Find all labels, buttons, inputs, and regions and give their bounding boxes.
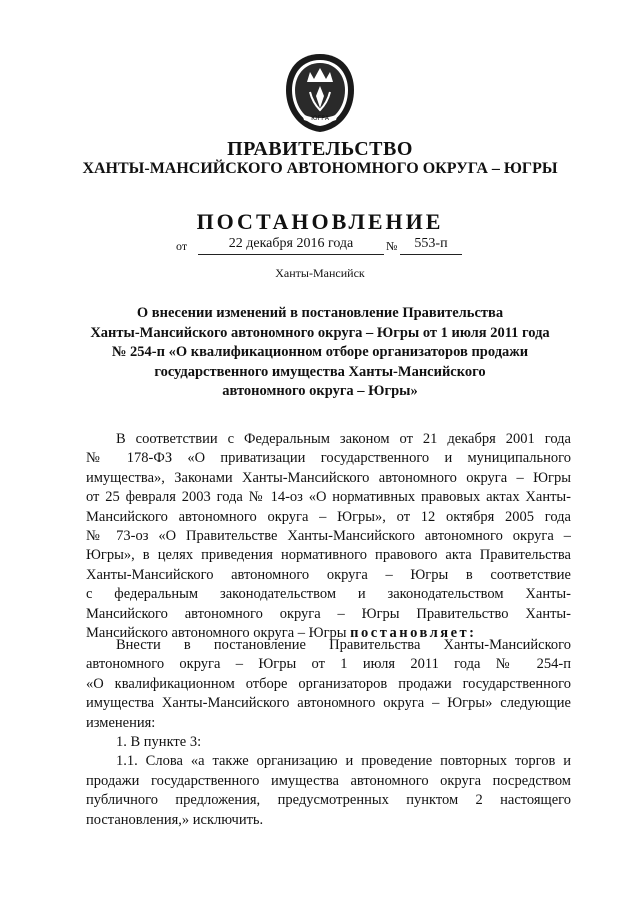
heading-line: № 254-п «О квалификационном отборе организаторов продажи [111,344,529,360]
paragraph-line: от 25 февраля 2003 года № 14-оз «О нормативных правовых актах Ханты- [86,489,571,506]
heading-line: Ханты-Мансийского автономного округа – Югры от 1 июля 2011 года [90,324,550,341]
heading-line: государственного имущества Ханты-Мансийского [154,363,486,380]
coat-of-arms-emblem [280,52,360,134]
subpoint-line: публичного предложения, предусмотренных пунктом 2 настоящего [86,792,571,809]
date-value: 22 декабря 2016 года [198,236,384,255]
date-label: от [176,239,188,253]
paragraph-line: Мансийского автономного округа – Югры», от 12 октября 2005 года [86,508,571,525]
number-value: 553-п [400,236,462,255]
preamble-paragraph [86,430,571,643]
subpoint-line: продажи государственного имущества автономного округа посредством [86,772,571,789]
paragraph-line: с федеральным законодательством и законодательством Ханты- [86,586,571,603]
resolution-paragraph [86,636,571,830]
subpoint-line: 1.1. Слова «а также организацию и проведение повторных торгов и [116,753,571,770]
paragraph-text: Мансийского автономного округа – Югры [86,624,347,641]
city-name: Ханты-Мансийск [275,266,365,280]
paragraph-line: автономного округа – Югры от 1 июля 2011 года № 254-п [86,656,571,673]
paragraph-line: «О квалификационном отборе организаторов продажи государственного [86,675,571,692]
paragraph-line: Ханты-Мансийского автономного округа – Югры в соответствие [86,566,571,583]
paragraph-line: Внести в постановление Правительства Ханты-Мансийского [116,637,571,653]
heading-line: автономного округа – Югры» [222,383,418,399]
point-title: 1. В пункте 3: [116,733,202,750]
document-type-title: ПОСТАНОВЛЕНИЕ [196,209,444,234]
paragraph-line: Мансийского автономного округа – Югры Правительство Ханты- [86,605,571,622]
government-subtitle: ХАНТЫ-МАНСИЙСКОГО АВТОНОМНОГО ОКРУГА – ЮГРЫ [82,160,558,177]
paragraph-line: № 73-оз «О Правительстве Ханты-Мансийского автономного округа – [86,527,571,544]
heading-line: О внесении изменений в постановление Правительства [136,305,504,321]
decree-word: постановляет: [350,624,477,641]
government-title: ПРАВИТЕЛЬСТВО [227,138,413,160]
decree-heading [80,304,560,402]
number-label: № [386,239,398,253]
subpoint-line-last: постановления,» исключить. [86,811,264,828]
paragraph-line: № 178-ФЗ «О приватизации государственного и муниципального [86,450,571,467]
emblem-label: ЮГРА [311,115,329,122]
paragraph-line: Югры», в целях приведения нормативного правового акта Правительства [86,547,571,564]
paragraph-line: имущества», Законами Ханты-Мансийского автономного округа – Югры [86,469,571,486]
paragraph-line: имущества Ханты-Мансийского автономного округа – Югры» следующие [86,695,571,712]
paragraph-line-last: изменения: [86,714,156,731]
paragraph-line: В соответствии с Федеральным законом от 21 декабря 2001 года [116,431,571,447]
